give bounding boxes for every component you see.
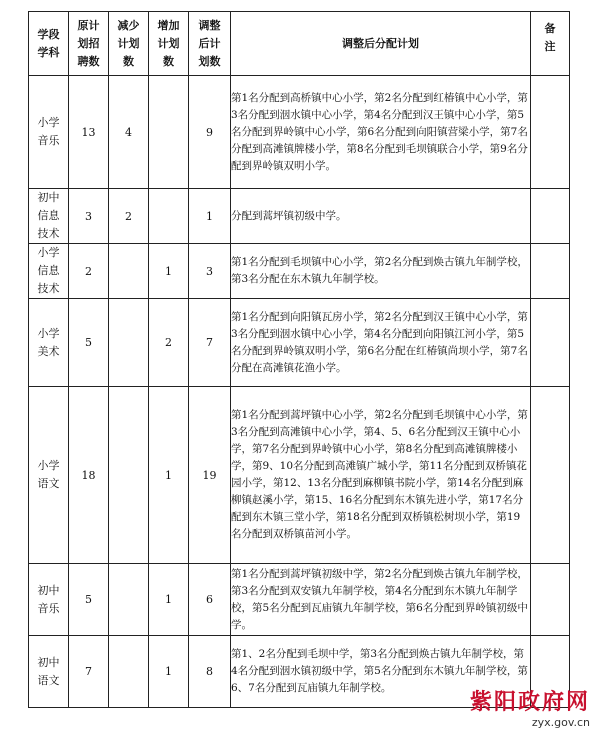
- subject-cell: 小学语文: [29, 387, 69, 564]
- adjusted-cell: 7: [189, 299, 231, 387]
- reduce-cell: 4: [109, 76, 149, 189]
- plan-cell: 第1、2名分配到毛坝中学，第3名分配到焕古镇九年制学校，第4名分配到洇水镇初级中学，第5名分配到东木镇九年制学校，第6、7名分配到瓦庙镇九年制学校。: [231, 636, 531, 708]
- note-cell: [531, 244, 570, 299]
- header-allocation: 调整后分配计划: [231, 12, 531, 76]
- adjusted-cell: 1: [189, 189, 231, 244]
- header-row: [29, 12, 570, 76]
- reduce-cell: [109, 636, 149, 708]
- table-row: [29, 189, 570, 244]
- subject-cell: 初中信息技术: [29, 189, 69, 244]
- header-original: 原计划招聘数: [69, 12, 109, 76]
- increase-cell: 1: [149, 387, 189, 564]
- increase-cell: 1: [149, 564, 189, 636]
- adjusted-cell: 3: [189, 244, 231, 299]
- adjusted-cell: 9: [189, 76, 231, 189]
- note-cell: [531, 299, 570, 387]
- plan-cell: 分配到蒿坪镇初级中学。: [231, 189, 531, 244]
- subject-cell: 小学音乐: [29, 76, 69, 189]
- plan-cell: 第1名分配到高桥镇中心小学，第2名分配到红椿镇中心小学，第3名分配到洇水镇中心小学，第4名分配到汉王镇中心小学，第5名分配到界岭镇中心小学，第6名分配到向阳镇营梁小学，第7名分配到高滩镇牌楼小学，第8名分配到毛坝镇联合小学，第9名分配到界岭镇双明小学。: [231, 76, 531, 189]
- watermark-title: 紫阳政府网: [469, 690, 590, 715]
- table-row: [29, 387, 570, 564]
- table-row: [29, 244, 570, 299]
- note-cell: [531, 564, 570, 636]
- increase-cell: 1: [149, 636, 189, 708]
- increase-cell: [149, 76, 189, 189]
- note-cell: [531, 76, 570, 189]
- table-row: [29, 76, 570, 189]
- reduce-cell: 2: [109, 189, 149, 244]
- watermark: [470, 690, 590, 730]
- increase-cell: 2: [149, 299, 189, 387]
- original-cell: 13: [69, 76, 109, 189]
- original-cell: 5: [69, 299, 109, 387]
- adjusted-cell: 19: [189, 387, 231, 564]
- original-cell: 7: [69, 636, 109, 708]
- subject-cell: 初中音乐: [29, 564, 69, 636]
- original-cell: 18: [69, 387, 109, 564]
- watermark-url: zyx.gov.cn: [531, 716, 590, 729]
- note-cell: [531, 189, 570, 244]
- subject-cell: 小学信息技术: [29, 244, 69, 299]
- plan-cell: 第1名分配到蒿坪镇初级中学，第2名分配到焕古镇九年制学校，第3名分配到双安镇九年制学校，第4名分配到东木镇九年制学校，第5名分配到瓦庙镇九年制学校，第6名分配到界岭镇初级中学。: [231, 564, 531, 636]
- adjusted-cell: 6: [189, 564, 231, 636]
- original-cell: 3: [69, 189, 109, 244]
- table-row: [29, 299, 570, 387]
- reduce-cell: [109, 244, 149, 299]
- plan-cell: 第1名分配到向阳镇瓦房小学，第2名分配到汉王镇中心小学，第3名分配到洇水镇中心小学，第4名分配到向阳镇江河小学，第5名分配到界岭镇双明小学，第6名分配在红椿镇尚坝小学，第7名分配在高滩镇花渔小学。: [231, 299, 531, 387]
- header-reduce: 减少计划数: [109, 12, 149, 76]
- plan-cell: 第1名分配到蒿坪镇中心小学，第2名分配到毛坝镇中心小学，第3名分配到高滩镇中心小学，第4、5、6名分配到汉王镇中心小学，第7名分配到界岭镇中心小学，第8名分配到高滩镇牌楼小学，第9、10名分配到高滩镇广城小学，第11名分配到双桥镇花园小学，第12、13名分配到麻柳镇书院小学，第14名分配到麻柳镇赵溪小学，第15、16名分配到东木镇先进小学，第17名分配到东木镇三堂小学，第18名分配到双桥镇松树坝小学，第19名分配到双桥镇苗河小学。: [231, 387, 531, 564]
- reduce-cell: [109, 299, 149, 387]
- note-cell: [531, 387, 570, 564]
- reduce-cell: [109, 564, 149, 636]
- adjusted-cell: 8: [189, 636, 231, 708]
- table-row: [29, 564, 570, 636]
- allocation-table: [28, 11, 570, 708]
- header-adjusted: 调整后计划数: [189, 12, 231, 76]
- plan-cell: 第1名分配到毛坝镇中心小学，第2名分配到焕古镇九年制学校，第3名分配在东木镇九年制学校。: [231, 244, 531, 299]
- reduce-cell: [109, 387, 149, 564]
- subject-cell: 小学美术: [29, 299, 69, 387]
- header-note: 备注: [531, 12, 570, 76]
- original-cell: 2: [69, 244, 109, 299]
- original-cell: 5: [69, 564, 109, 636]
- subject-cell: 初中语文: [29, 636, 69, 708]
- header-increase: 增加计划数: [149, 12, 189, 76]
- increase-cell: [149, 189, 189, 244]
- increase-cell: 1: [149, 244, 189, 299]
- header-subject: 学段学科: [29, 12, 69, 76]
